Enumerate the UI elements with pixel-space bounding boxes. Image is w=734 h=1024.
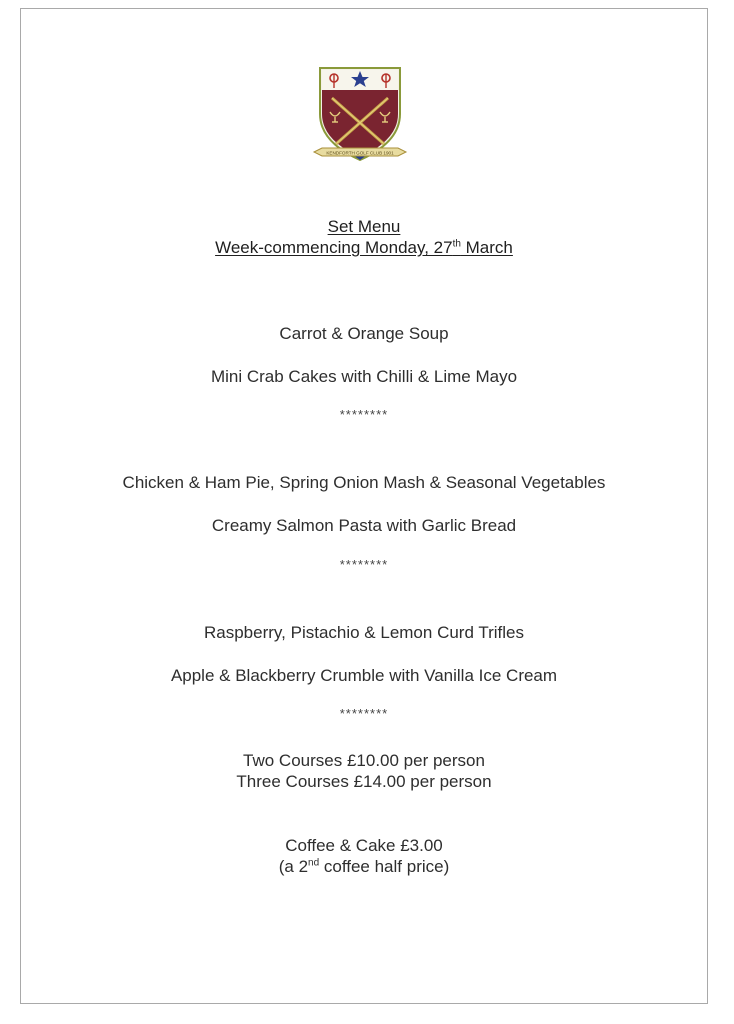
dessert-item: Raspberry, Pistachio & Lemon Curd Trifles — [204, 623, 524, 642]
crest-ribbon-text: KENDFORTH GOLF CLUB 1901 — [326, 150, 394, 156]
course-divider: ******** — [339, 706, 389, 721]
price-three-courses: Three Courses £14.00 per person — [236, 772, 492, 791]
coffee-offer: Coffee & Cake £3.00 — [285, 836, 443, 855]
week-commencing-heading — [20, 237, 708, 258]
club-crest-logo — [312, 64, 408, 168]
menu-title — [20, 216, 708, 237]
main-item: Creamy Salmon Pasta with Garlic Bread — [211, 516, 517, 535]
menu-title-text: Set Menu — [327, 217, 401, 236]
coffee-note — [20, 856, 708, 877]
coffee-note-prefix: (a 2 — [278, 857, 309, 876]
course-divider: ******** — [339, 407, 389, 422]
week-month: March — [460, 238, 513, 257]
starter-item: Mini Crab Cakes with Chilli & Lime Mayo — [210, 367, 518, 386]
main-item: Chicken & Ham Pie, Spring Onion Mash & Seasonal Vegetables — [122, 473, 606, 492]
price-two-courses: Two Courses £10.00 per person — [243, 751, 485, 770]
starter-item: Carrot & Orange Soup — [279, 324, 449, 343]
week-prefix: Week-commencing Monday, 27 — [215, 238, 453, 257]
week-ordinal: th — [452, 238, 461, 250]
coffee-note-suffix: coffee half price) — [319, 857, 450, 876]
course-divider: ******** — [339, 557, 389, 572]
coffee-note-ordinal: nd — [308, 857, 320, 869]
dessert-item: Apple & Blackberry Crumble with Vanilla Ice Cream — [170, 666, 558, 685]
